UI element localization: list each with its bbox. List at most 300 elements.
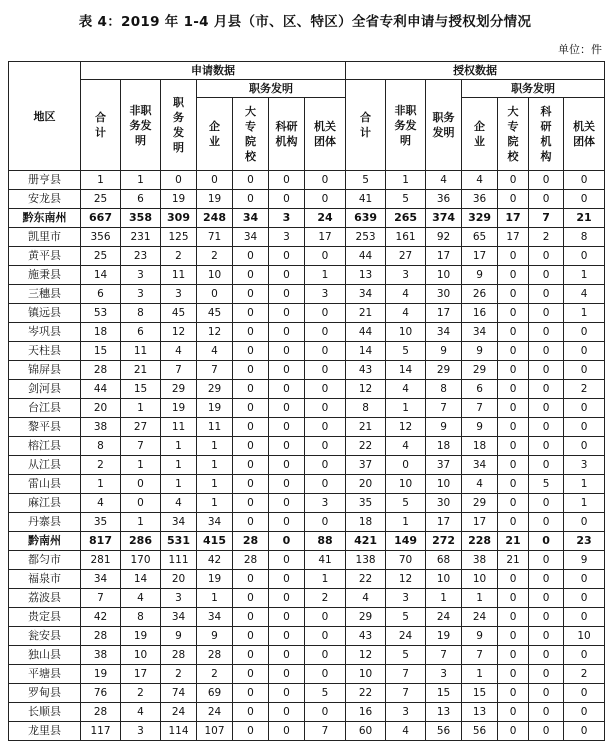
application-value-cell: 0 — [233, 684, 269, 703]
grant-value-cell: 44 — [346, 247, 386, 266]
grant-value-cell: 1 — [564, 266, 605, 285]
application-value-cell: 0 — [233, 323, 269, 342]
grant-value-cell: 65 — [462, 228, 498, 247]
application-value-cell: 0 — [233, 589, 269, 608]
grant-value-cell: 92 — [426, 228, 462, 247]
application-value-cell: 19 — [161, 190, 197, 209]
table-row — [9, 513, 605, 532]
application-value-cell: 4 — [81, 494, 121, 513]
application-value-cell: 0 — [197, 171, 233, 190]
grant-value-cell: 0 — [564, 437, 605, 456]
application-value-cell: 415 — [197, 532, 233, 551]
header-grant-college: 大专院校 — [498, 98, 529, 171]
grant-value-cell: 4 — [462, 171, 498, 190]
application-value-cell: 0 — [269, 399, 305, 418]
region-cell: 三穗县 — [9, 285, 81, 304]
application-value-cell: 34 — [197, 513, 233, 532]
application-value-cell: 0 — [121, 494, 161, 513]
table-row — [9, 266, 605, 285]
application-value-cell: 114 — [161, 722, 197, 741]
application-value-cell: 2 — [121, 684, 161, 703]
grant-value-cell: 17 — [498, 209, 529, 228]
application-value-cell: 0 — [233, 361, 269, 380]
grant-value-cell: 2 — [564, 380, 605, 399]
application-value-cell: 0 — [233, 570, 269, 589]
grant-value-cell: 9 — [426, 342, 462, 361]
header-app-non-service: 非职务发明 — [121, 80, 161, 171]
application-value-cell: 0 — [121, 475, 161, 494]
grant-value-cell: 0 — [498, 361, 529, 380]
application-value-cell: 7 — [197, 361, 233, 380]
application-value-cell: 76 — [81, 684, 121, 703]
grant-value-cell: 18 — [346, 513, 386, 532]
application-value-cell: 53 — [81, 304, 121, 323]
application-value-cell: 11 — [197, 418, 233, 437]
grant-value-cell: 639 — [346, 209, 386, 228]
grant-value-cell: 18 — [462, 437, 498, 456]
grant-value-cell: 0 — [498, 418, 529, 437]
grant-value-cell: 26 — [462, 285, 498, 304]
application-value-cell: 0 — [305, 361, 346, 380]
region-cell: 安龙县 — [9, 190, 81, 209]
region-cell: 瓮安县 — [9, 627, 81, 646]
application-value-cell: 2 — [161, 665, 197, 684]
grant-value-cell: 9 — [462, 627, 498, 646]
grant-value-cell: 10 — [386, 323, 426, 342]
header-application-group: 申请数据 — [81, 62, 346, 80]
application-value-cell: 23 — [121, 247, 161, 266]
table-row — [9, 627, 605, 646]
table-row — [9, 437, 605, 456]
grant-value-cell: 0 — [564, 608, 605, 627]
application-value-cell: 7 — [161, 361, 197, 380]
application-value-cell: 0 — [305, 703, 346, 722]
table-row — [9, 342, 605, 361]
grant-value-cell: 44 — [346, 323, 386, 342]
grant-value-cell: 0 — [498, 342, 529, 361]
application-value-cell: 0 — [269, 380, 305, 399]
application-value-cell: 8 — [81, 437, 121, 456]
grant-value-cell: 8 — [346, 399, 386, 418]
grant-value-cell: 1 — [564, 475, 605, 494]
application-value-cell: 0 — [305, 380, 346, 399]
application-value-cell: 15 — [81, 342, 121, 361]
application-value-cell: 0 — [233, 304, 269, 323]
application-value-cell: 42 — [81, 608, 121, 627]
grant-value-cell: 21 — [346, 304, 386, 323]
region-cell: 龙里县 — [9, 722, 81, 741]
grant-value-cell: 0 — [529, 323, 564, 342]
application-value-cell: 44 — [81, 380, 121, 399]
application-value-cell: 1 — [81, 475, 121, 494]
grant-value-cell: 15 — [462, 684, 498, 703]
grant-value-cell: 0 — [498, 247, 529, 266]
unit-label: 单位：件 — [558, 43, 602, 56]
application-value-cell: 71 — [197, 228, 233, 247]
grant-value-cell: 0 — [386, 456, 426, 475]
grant-value-cell: 19 — [426, 627, 462, 646]
table-row — [9, 494, 605, 513]
application-value-cell: 45 — [161, 304, 197, 323]
grant-value-cell: 0 — [498, 380, 529, 399]
table-row — [9, 247, 605, 266]
grant-value-cell: 22 — [346, 570, 386, 589]
region-cell: 黔东南州 — [9, 209, 81, 228]
grant-value-cell: 0 — [498, 589, 529, 608]
grant-value-cell: 17 — [498, 228, 529, 247]
grant-value-cell: 0 — [529, 361, 564, 380]
application-value-cell: 19 — [197, 190, 233, 209]
header-app-research: 科研机构 — [269, 98, 305, 171]
grant-value-cell: 5 — [386, 190, 426, 209]
grant-value-cell: 10 — [564, 627, 605, 646]
application-value-cell: 1 — [197, 437, 233, 456]
grant-value-cell: 0 — [529, 342, 564, 361]
application-value-cell: 17 — [305, 228, 346, 247]
grant-value-cell: 4 — [386, 437, 426, 456]
application-value-cell: 0 — [269, 475, 305, 494]
table-row — [9, 722, 605, 741]
grant-value-cell: 29 — [462, 361, 498, 380]
grant-value-cell: 23 — [564, 532, 605, 551]
grant-value-cell: 43 — [346, 627, 386, 646]
grant-value-cell: 265 — [386, 209, 426, 228]
application-value-cell: 7 — [81, 589, 121, 608]
application-value-cell: 125 — [161, 228, 197, 247]
table-row — [9, 361, 605, 380]
grant-value-cell: 0 — [564, 399, 605, 418]
application-value-cell: 817 — [81, 532, 121, 551]
application-value-cell: 19 — [197, 570, 233, 589]
grant-value-cell: 0 — [498, 608, 529, 627]
application-value-cell: 0 — [269, 532, 305, 551]
table-row — [9, 589, 605, 608]
region-cell: 丹寨县 — [9, 513, 81, 532]
grant-value-cell: 0 — [564, 247, 605, 266]
application-value-cell: 19 — [197, 399, 233, 418]
region-cell: 镇远县 — [9, 304, 81, 323]
application-value-cell: 3 — [161, 589, 197, 608]
grant-value-cell: 2 — [564, 665, 605, 684]
region-cell: 凯里市 — [9, 228, 81, 247]
application-value-cell: 281 — [81, 551, 121, 570]
application-value-cell: 0 — [305, 304, 346, 323]
grant-value-cell: 0 — [529, 380, 564, 399]
grant-value-cell: 36 — [426, 190, 462, 209]
application-value-cell: 1 — [197, 475, 233, 494]
grant-value-cell: 10 — [386, 475, 426, 494]
application-value-cell: 286 — [121, 532, 161, 551]
grant-value-cell: 0 — [498, 323, 529, 342]
application-value-cell: 3 — [269, 228, 305, 247]
grant-value-cell: 228 — [462, 532, 498, 551]
application-value-cell: 0 — [161, 171, 197, 190]
application-value-cell: 25 — [81, 247, 121, 266]
application-value-cell: 356 — [81, 228, 121, 247]
application-value-cell: 0 — [269, 247, 305, 266]
application-value-cell: 309 — [161, 209, 197, 228]
region-cell: 册亨县 — [9, 171, 81, 190]
application-value-cell: 248 — [197, 209, 233, 228]
application-value-cell: 0 — [233, 456, 269, 475]
grant-value-cell: 10 — [426, 266, 462, 285]
application-value-cell: 0 — [233, 190, 269, 209]
application-value-cell: 19 — [161, 399, 197, 418]
header-app-institution: 机关团体 — [305, 98, 346, 171]
grant-value-cell: 3 — [386, 703, 426, 722]
table-body — [9, 171, 605, 741]
grant-value-cell: 0 — [564, 703, 605, 722]
application-value-cell: 0 — [305, 646, 346, 665]
application-value-cell: 10 — [197, 266, 233, 285]
grant-value-cell: 68 — [426, 551, 462, 570]
grant-value-cell: 0 — [564, 361, 605, 380]
grant-value-cell: 0 — [498, 190, 529, 209]
application-value-cell: 4 — [161, 494, 197, 513]
grant-value-cell: 9 — [462, 418, 498, 437]
application-value-cell: 21 — [121, 361, 161, 380]
application-value-cell: 6 — [121, 190, 161, 209]
application-value-cell: 18 — [81, 323, 121, 342]
application-value-cell: 0 — [233, 627, 269, 646]
grant-value-cell: 1 — [462, 589, 498, 608]
grant-value-cell: 1 — [564, 494, 605, 513]
grant-value-cell: 30 — [426, 285, 462, 304]
grant-value-cell: 8 — [564, 228, 605, 247]
grant-value-cell: 0 — [529, 722, 564, 741]
application-value-cell: 0 — [269, 361, 305, 380]
grant-value-cell: 0 — [498, 627, 529, 646]
application-value-cell: 12 — [161, 323, 197, 342]
grant-value-cell: 3 — [386, 266, 426, 285]
application-value-cell: 0 — [305, 323, 346, 342]
grant-value-cell: 5 — [386, 342, 426, 361]
grant-value-cell: 4 — [386, 722, 426, 741]
grant-value-cell: 9 — [462, 266, 498, 285]
application-value-cell: 9 — [161, 627, 197, 646]
application-value-cell: 35 — [81, 513, 121, 532]
application-value-cell: 0 — [305, 475, 346, 494]
application-value-cell: 28 — [233, 551, 269, 570]
application-value-cell: 1 — [305, 570, 346, 589]
application-value-cell: 4 — [121, 703, 161, 722]
grant-value-cell: 329 — [462, 209, 498, 228]
application-value-cell: 0 — [269, 323, 305, 342]
application-value-cell: 0 — [269, 589, 305, 608]
region-cell: 从江县 — [9, 456, 81, 475]
header-app-service-group: 职务发明 — [197, 80, 346, 98]
application-value-cell: 2 — [81, 456, 121, 475]
grant-value-cell: 161 — [386, 228, 426, 247]
grant-value-cell: 29 — [346, 608, 386, 627]
table-row — [9, 570, 605, 589]
grant-value-cell: 35 — [346, 494, 386, 513]
application-value-cell: 28 — [81, 627, 121, 646]
application-value-cell: 0 — [269, 342, 305, 361]
header-grant-non-service: 非职务发明 — [386, 80, 426, 171]
grant-value-cell: 29 — [462, 494, 498, 513]
header-grant-service-group: 职务发明 — [462, 80, 605, 98]
grant-value-cell: 0 — [529, 532, 564, 551]
header-region: 地区 — [9, 62, 81, 171]
grant-value-cell: 34 — [426, 323, 462, 342]
application-value-cell: 0 — [269, 456, 305, 475]
grant-value-cell: 0 — [529, 703, 564, 722]
region-cell: 长顺县 — [9, 703, 81, 722]
application-value-cell: 28 — [197, 646, 233, 665]
grant-value-cell: 12 — [346, 380, 386, 399]
application-value-cell: 28 — [81, 361, 121, 380]
region-cell: 罗甸县 — [9, 684, 81, 703]
application-value-cell: 3 — [269, 209, 305, 228]
table-row — [9, 228, 605, 247]
application-value-cell: 2 — [161, 247, 197, 266]
application-value-cell: 34 — [81, 570, 121, 589]
grant-value-cell: 70 — [386, 551, 426, 570]
grant-value-cell: 10 — [426, 570, 462, 589]
application-value-cell: 0 — [305, 171, 346, 190]
grant-value-cell: 56 — [426, 722, 462, 741]
header-grant-total: 合计 — [346, 80, 386, 171]
grant-value-cell: 1 — [386, 399, 426, 418]
application-value-cell: 0 — [233, 608, 269, 627]
table-row — [9, 285, 605, 304]
application-value-cell: 4 — [121, 589, 161, 608]
application-value-cell: 0 — [305, 627, 346, 646]
application-value-cell: 19 — [121, 627, 161, 646]
grant-value-cell: 0 — [564, 190, 605, 209]
region-cell: 剑河县 — [9, 380, 81, 399]
header-grant-enterprise: 企业 — [462, 98, 498, 171]
grant-value-cell: 0 — [498, 513, 529, 532]
grant-value-cell: 5 — [346, 171, 386, 190]
application-value-cell: 0 — [233, 171, 269, 190]
application-value-cell: 2 — [197, 247, 233, 266]
table-row — [9, 418, 605, 437]
grant-value-cell: 21 — [498, 551, 529, 570]
application-value-cell: 0 — [269, 665, 305, 684]
region-cell: 榕江县 — [9, 437, 81, 456]
application-value-cell: 8 — [121, 304, 161, 323]
grant-value-cell: 0 — [529, 399, 564, 418]
application-value-cell: 28 — [233, 532, 269, 551]
application-value-cell: 8 — [121, 608, 161, 627]
application-value-cell: 667 — [81, 209, 121, 228]
grant-value-cell: 21 — [564, 209, 605, 228]
grant-value-cell: 13 — [346, 266, 386, 285]
application-value-cell: 0 — [233, 703, 269, 722]
grant-value-cell: 0 — [498, 703, 529, 722]
grant-value-cell: 0 — [529, 494, 564, 513]
header-app-enterprise: 企业 — [197, 98, 233, 171]
application-value-cell: 11 — [161, 418, 197, 437]
application-value-cell: 3 — [121, 722, 161, 741]
application-value-cell: 4 — [197, 342, 233, 361]
grant-value-cell: 56 — [462, 722, 498, 741]
application-value-cell: 1 — [197, 589, 233, 608]
grant-value-cell: 0 — [529, 589, 564, 608]
grant-value-cell: 0 — [564, 171, 605, 190]
application-value-cell: 1 — [197, 456, 233, 475]
application-value-cell: 28 — [161, 646, 197, 665]
grant-value-cell: 1 — [386, 513, 426, 532]
region-cell: 天柱县 — [9, 342, 81, 361]
application-value-cell: 88 — [305, 532, 346, 551]
application-value-cell: 6 — [81, 285, 121, 304]
grant-value-cell: 0 — [529, 304, 564, 323]
application-value-cell: 0 — [233, 475, 269, 494]
application-value-cell: 0 — [305, 418, 346, 437]
grant-value-cell: 20 — [346, 475, 386, 494]
application-value-cell: 2 — [197, 665, 233, 684]
grant-value-cell: 0 — [564, 646, 605, 665]
grant-value-cell: 0 — [564, 342, 605, 361]
application-value-cell: 0 — [269, 171, 305, 190]
grant-value-cell: 7 — [426, 646, 462, 665]
grant-value-cell: 5 — [386, 608, 426, 627]
grant-value-cell: 0 — [498, 646, 529, 665]
table-row — [9, 684, 605, 703]
table-row — [9, 665, 605, 684]
grant-value-cell: 41 — [346, 190, 386, 209]
application-value-cell: 10 — [121, 646, 161, 665]
grant-value-cell: 5 — [529, 475, 564, 494]
grant-value-cell: 4 — [564, 285, 605, 304]
application-value-cell: 1 — [161, 437, 197, 456]
table-row — [9, 703, 605, 722]
grant-value-cell: 6 — [462, 380, 498, 399]
grant-value-cell: 0 — [564, 570, 605, 589]
application-value-cell: 0 — [305, 247, 346, 266]
application-value-cell: 0 — [233, 399, 269, 418]
grant-value-cell: 37 — [346, 456, 386, 475]
application-value-cell: 0 — [233, 513, 269, 532]
header-app-service: 职务发明 — [161, 80, 197, 171]
grant-value-cell: 0 — [529, 456, 564, 475]
grant-value-cell: 0 — [529, 627, 564, 646]
application-value-cell: 12 — [197, 323, 233, 342]
grant-value-cell: 7 — [529, 209, 564, 228]
application-value-cell: 0 — [233, 665, 269, 684]
application-value-cell: 1 — [161, 475, 197, 494]
grant-value-cell: 5 — [386, 646, 426, 665]
application-value-cell: 0 — [233, 722, 269, 741]
grant-value-cell: 7 — [426, 399, 462, 418]
grant-value-cell: 34 — [462, 456, 498, 475]
grant-value-cell: 24 — [426, 608, 462, 627]
grant-value-cell: 21 — [498, 532, 529, 551]
grant-value-cell: 0 — [564, 418, 605, 437]
grant-value-cell: 0 — [498, 266, 529, 285]
grant-value-cell: 0 — [529, 665, 564, 684]
table-row — [9, 171, 605, 190]
application-value-cell: 0 — [269, 722, 305, 741]
application-value-cell: 231 — [121, 228, 161, 247]
application-value-cell: 0 — [305, 342, 346, 361]
application-value-cell: 0 — [269, 494, 305, 513]
grant-value-cell: 17 — [426, 247, 462, 266]
application-value-cell: 34 — [233, 228, 269, 247]
table-row — [9, 551, 605, 570]
application-value-cell: 0 — [269, 627, 305, 646]
application-value-cell: 1 — [121, 171, 161, 190]
application-value-cell: 24 — [305, 209, 346, 228]
grant-value-cell: 0 — [529, 190, 564, 209]
grant-value-cell: 3 — [564, 456, 605, 475]
grant-value-cell: 0 — [529, 285, 564, 304]
grant-value-cell: 0 — [498, 437, 529, 456]
application-value-cell: 0 — [269, 437, 305, 456]
